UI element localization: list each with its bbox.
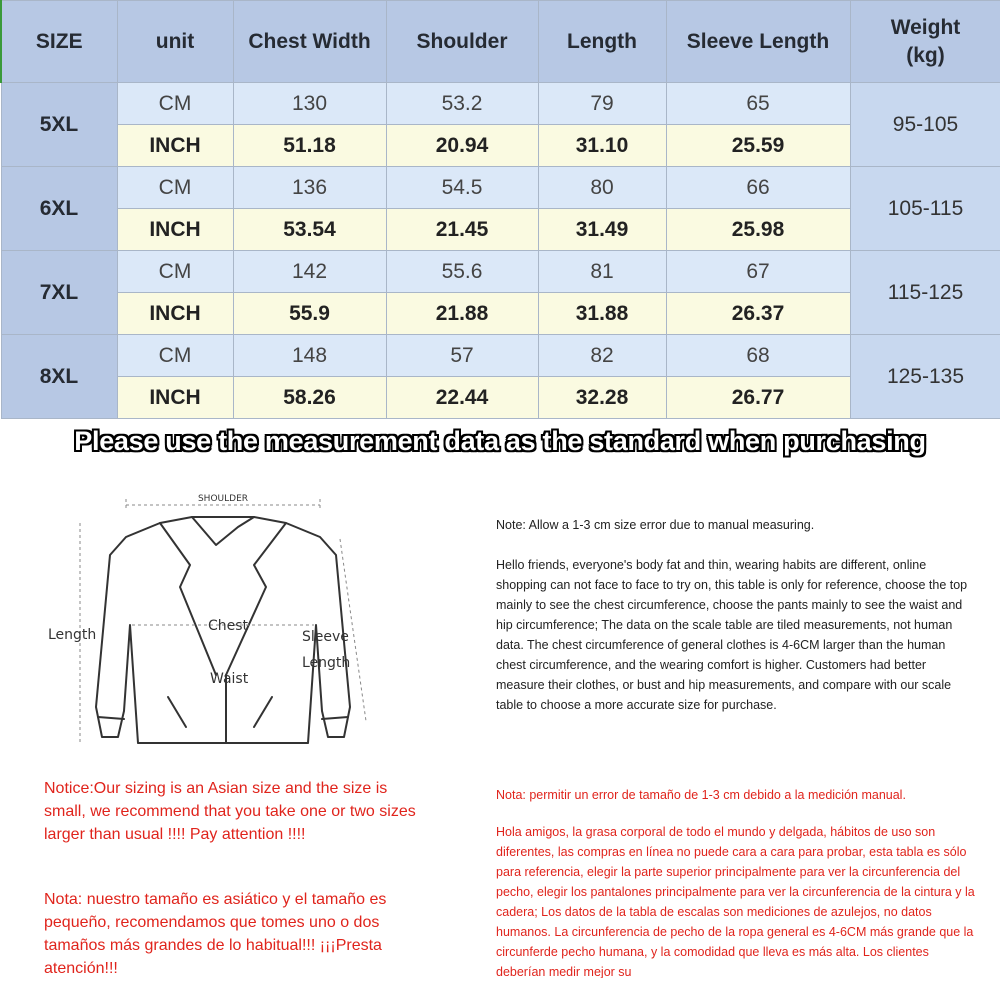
shoulder-cell: 55.6 — [386, 251, 538, 293]
length-cell: 80 — [538, 167, 666, 209]
unit-cell: INCH — [117, 125, 233, 167]
shoulder-cell: 20.94 — [386, 125, 538, 167]
jacket-cuff-left — [98, 717, 124, 719]
jacket-collar — [160, 517, 286, 675]
chest-cell: 58.26 — [233, 377, 386, 419]
jacket-measurement-diagram — [40, 475, 380, 775]
length-cell: 31.88 — [538, 293, 666, 335]
unit-cell: INCH — [117, 293, 233, 335]
unit-cell: CM — [117, 167, 233, 209]
sleeve-label-line2: Length — [302, 655, 351, 671]
table-header-row — [1, 1, 1000, 83]
asian-size-notice-es: Nota: nuestro tamaño es asiático y el tamaño es pequeño, recomendamos que tomes uno o dos tamaños más grandes de lo habitual!!! ¡¡¡Presta atención!!! — [44, 891, 387, 977]
shoulder-label: SHOULDER — [197, 494, 249, 504]
length-cell: 82 — [538, 335, 666, 377]
waist-label: Waist — [210, 671, 249, 687]
sleeve-cell: 65 — [666, 83, 850, 125]
chest-cell: 148 — [233, 335, 386, 377]
length-cell: 31.49 — [538, 209, 666, 251]
jacket-pocket-left — [168, 697, 186, 727]
chest-label: Chest — [208, 618, 249, 634]
unit-cell: CM — [117, 83, 233, 125]
jacket-pocket-right — [254, 697, 272, 727]
header-weight: Weight (kg) — [850, 1, 1000, 83]
shoulder-cell: 53.2 — [386, 83, 538, 125]
length-label: Length — [48, 627, 97, 643]
measurement-error-note-en: Note: Allow a 1-3 cm size error due to manual measuring. — [496, 518, 815, 532]
weight-cell: 105-115 — [850, 167, 1000, 251]
header-chest-width: Chest Width — [233, 1, 386, 83]
unit-cell: CM — [117, 335, 233, 377]
table-row — [1, 83, 1000, 125]
weight-cell: 115-125 — [850, 251, 1000, 335]
sleeve-cell: 25.59 — [666, 125, 850, 167]
measurement-error-note-es: Nota: permitir un error de tamaño de 1-3 cm debido a la medición manual. — [496, 788, 906, 802]
weight-cell: 95-105 — [850, 83, 1000, 167]
size-label: 5XL — [1, 83, 117, 167]
header-sleeve-length: Sleeve Length — [666, 1, 850, 83]
size-label: 6XL — [1, 167, 117, 251]
length-cell: 81 — [538, 251, 666, 293]
length-cell: 31.10 — [538, 125, 666, 167]
size-label: 7XL — [1, 251, 117, 335]
sizing-advice-paragraph-es: Hola amigos, la grasa corporal de todo el mundo y delgada, hábitos de uso son diferentes, las compras en línea no puede cara a cara para probar, esta tabla es sólo para referencia, elegir la parte superior principalmente para ver la circunferencia del pecho, elegir los pantalones principalmente para ver la circunferencia de la cintura y la cadera; Los datos de la tabla de escalas son mediciones de azulejos, no datos humanos. La circunferencia de pecho de la ropa general es 4-6CM más grande que la circunferde pecho humana, y la comodidad que lleva es más alta. Los clientes deberían medir mejor su — [496, 825, 975, 978]
chest-cell: 142 — [233, 251, 386, 293]
jacket-cuff-right — [322, 717, 348, 719]
size-label: 8XL — [1, 335, 117, 419]
header-size: SIZE — [1, 1, 117, 83]
unit-cell: INCH — [117, 377, 233, 419]
header-length: Length — [538, 1, 666, 83]
sleeve-cell: 68 — [666, 335, 850, 377]
sleeve-cell: 25.98 — [666, 209, 850, 251]
chest-cell: 51.18 — [233, 125, 386, 167]
sleeve-cell: 26.77 — [666, 377, 850, 419]
shoulder-cell: 54.5 — [386, 167, 538, 209]
sleeve-label-line1: Sleeve — [302, 629, 349, 645]
weight-cell: 125-135 — [850, 335, 1000, 419]
chest-cell: 130 — [233, 83, 386, 125]
shoulder-cell: 22.44 — [386, 377, 538, 419]
chest-cell: 53.54 — [233, 209, 386, 251]
table-row — [1, 167, 1000, 209]
table-row — [1, 251, 1000, 293]
asian-size-notice-en: Notice:Our sizing is an Asian size and the size is small, we recommend that you take one or two sizes larger than usual !!!! Pay attention !!!! — [44, 780, 416, 843]
shoulder-cell: 21.45 — [386, 209, 538, 251]
header-unit: unit — [117, 1, 233, 83]
size-chart-table — [0, 0, 1000, 419]
chest-cell: 55.9 — [233, 293, 386, 335]
length-cell: 32.28 — [538, 377, 666, 419]
jacket-diagram-svg — [40, 475, 380, 775]
purchase-banner: Please use the measurement data as the standard when purchasing — [74, 426, 926, 456]
length-cell: 79 — [538, 83, 666, 125]
sleeve-cell: 66 — [666, 167, 850, 209]
unit-cell: CM — [117, 251, 233, 293]
table-row — [1, 335, 1000, 377]
sizing-advice-paragraph-en: Hello friends, everyone's body fat and thin, wearing habits are different, online shopping can not face to face to try on, this table is only for reference, choose the top mainly to see the chest circumference, choose the pants mainly to see the waist and hip circumference; The data on the scale table are tiled measurements, not human data. The chest circumference of general clothes is 4-6CM larger than the human chest circumference, and the wearing comfort is higher. Customers had better measure their clothes, or bust and hip measurements, and compare with our scale table to choose a more accurate size for purchase. — [496, 558, 968, 712]
shoulder-cell: 21.88 — [386, 293, 538, 335]
shoulder-cell: 57 — [386, 335, 538, 377]
sleeve-cell: 26.37 — [666, 293, 850, 335]
chest-cell: 136 — [233, 167, 386, 209]
unit-cell: INCH — [117, 209, 233, 251]
sleeve-cell: 67 — [666, 251, 850, 293]
header-shoulder: Shoulder — [386, 1, 538, 83]
